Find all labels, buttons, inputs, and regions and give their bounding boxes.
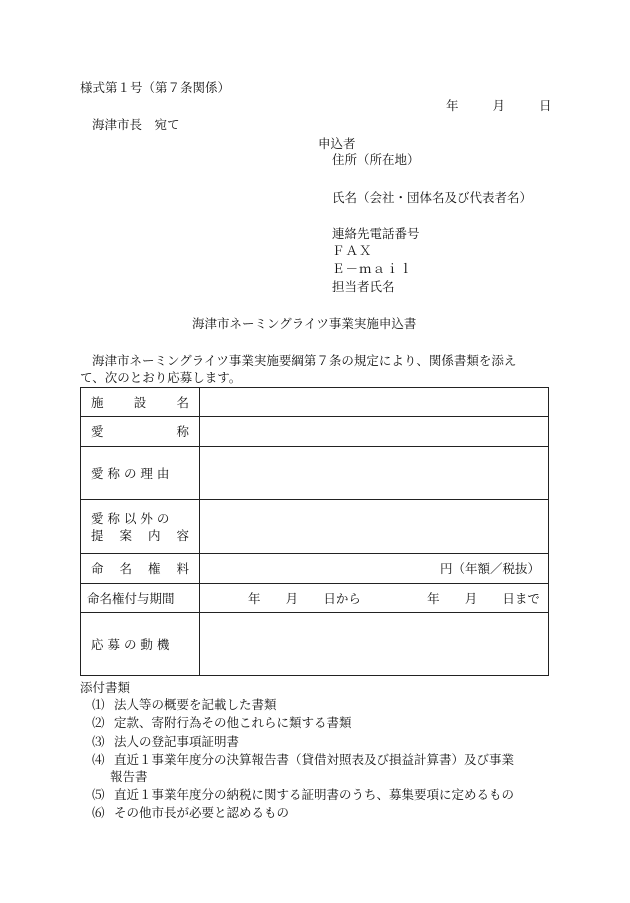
applicant-address: 住所（所在地）: [332, 152, 420, 167]
date-line: [446, 98, 551, 114]
intro-line-2: て、次のとおり応募します。: [80, 370, 242, 385]
period-label: 命名権付与期間: [81, 584, 200, 613]
applicant-heading: 申込者: [318, 136, 356, 151]
attachments-heading: 添付書類: [80, 680, 131, 695]
applicant-fax: ＦＡＸ: [332, 243, 373, 258]
other-proposal-field[interactable]: [200, 500, 549, 554]
applicant-phone: 連絡先電話番号: [332, 226, 420, 241]
nickname-field[interactable]: [200, 417, 549, 447]
form-header: 様式第１号（第７条関係）: [80, 80, 231, 95]
applicant-email: Ｅ－ｍａｉｌ: [332, 261, 414, 276]
table-row-reason: [81, 447, 549, 500]
table-row-fee: [81, 554, 549, 584]
table-row-nickname: [81, 417, 549, 447]
table-row-facility: [81, 388, 549, 417]
application-table: [80, 387, 549, 676]
attachment-item-continuation: 報告書: [110, 769, 148, 784]
naming-fee-field[interactable]: [200, 554, 549, 584]
attachment-item: ⑷ 直近１事業年度分の決算報告書（貸借対照表及び損益計算書）及び事業: [92, 752, 515, 767]
period-field[interactable]: 年 月 日から 年 月 日まで: [200, 584, 549, 613]
date-day: 日: [538, 98, 552, 113]
table-row-motive: [81, 613, 549, 676]
table-row-period: [81, 584, 549, 613]
applicant-name: 氏名（会社・団体名及び代表者名）: [332, 190, 533, 205]
document-title: 海津市ネーミングライツ事業実施申込書: [192, 316, 417, 331]
motive-field[interactable]: [200, 613, 549, 676]
nickname-reason-label: 愛 称 の 理 由: [81, 447, 200, 500]
attachment-item: ⑴ 法人等の概要を記載した書類: [92, 697, 277, 712]
facility-name-label: 施 設 名: [81, 388, 200, 417]
intro-line-1: 海津市ネーミングライツ事業実施要綱第７条の規定により、関係書類を添え: [92, 353, 517, 368]
naming-fee-label: 命 名 権 料: [81, 554, 200, 584]
date-month: 月: [492, 98, 505, 113]
other-proposal-label: 愛 称 以 外 の 提 案 内 容: [81, 500, 200, 554]
nickname-reason-field[interactable]: [200, 447, 549, 500]
fee-unit: 円（年額／税抜）: [439, 561, 540, 576]
attachment-item: ⑵ 定款、寄附行為その他これらに類する書類: [92, 715, 352, 730]
applicant-contact-person: 担当者氏名: [332, 279, 395, 294]
nickname-label: 愛 称: [81, 417, 200, 447]
addressee: 海津市長 宛て: [92, 117, 180, 132]
facility-name-field[interactable]: [200, 388, 549, 417]
attachment-item: ⑸ 直近１事業年度分の納税に関する証明書のうち、募集要項に定めるもの: [92, 787, 515, 802]
attachment-item: ⑶ 法人の登記事項証明書: [92, 734, 240, 749]
date-year: 年: [446, 98, 459, 113]
table-row-other-proposal: [81, 500, 549, 554]
attachment-item: ⑹ その他市長が必要と認めるもの: [92, 805, 290, 820]
motive-label: 応 募 の 動 機: [81, 613, 200, 676]
